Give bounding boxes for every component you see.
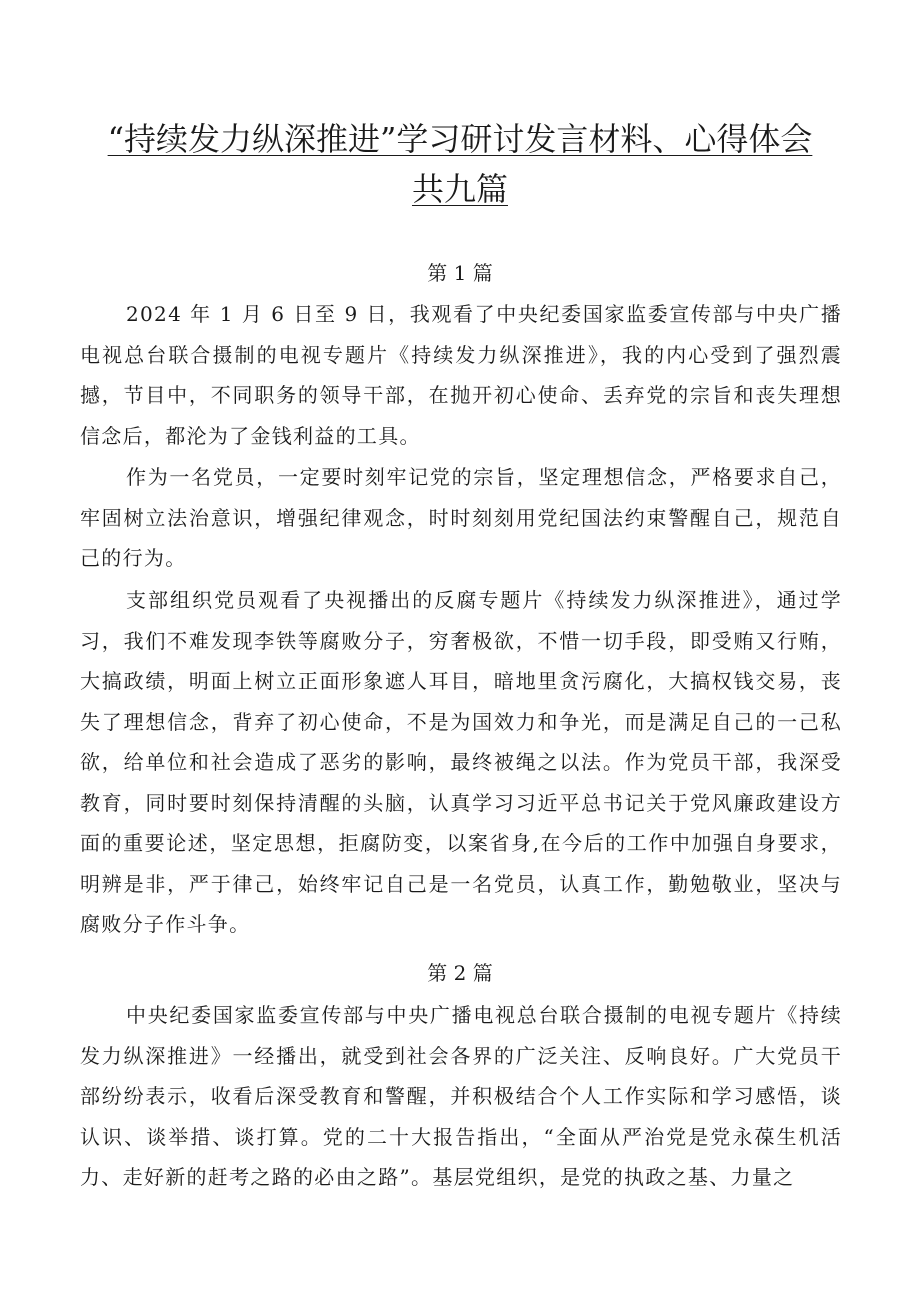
paragraph: 支部组织党员观看了央视播出的反腐专题片《持续发力纵深推进》，通过学习，我们不难发现李铁等腐败分子，穷奢极欲，不惜一切手段，即受贿又行贿，大搞政绩，明面上树立正面形象遮人耳目，暗地里贪污腐化，大搞权钱交易，丧失了理想信念，背弃了初心使命，不是为国效力和争光，而是满足自己的一己私欲，给单位和社会造成了恶劣的影响，最终被绳之以法。作为党员干部，我深受教育，同时要时刻保持清醒的头脑，认真学习习近平总书记关于党风廉政建设方面的重要论述，坚定思想，拒腐防变，以案省身,在今后的工作中加强自身要求，明辨是非，严于律己，始终牢记自己是一名党员，认真工作，勤勉敬业，坚决与腐败分子作斗争。 (80, 588, 842, 936)
section-heading-1: 第 1 篇 (427, 261, 493, 285)
paragraph: 中央纪委国家监委宣传部与中央广播电视总台联合摄制的电视专题片《持续发力纵深推进》一经播出，就受到社会各界的广泛关注、反响良好。广大党员干部纷纷表示，收看后深受教育和警醒，并积极结合个人工作实际和学习感悟，谈认识、谈举措、谈打算。党的二十大报告指出，“全面从严治党是党永葆生机活力、走好新的赶考之路的必由之路”。基层党组织，是党的执政之基、力量之 (80, 1003, 842, 1189)
document-title: “持续发力纵深推进”学习研讨发言材料、心得体会共九篇 (107, 120, 813, 208)
section-heading-2: 第 2 篇 (427, 961, 493, 985)
paragraph: 2024 年 1 月 6 日至 9 日，我观看了中央纪委国家监委宣传部与中央广播电视总台联合摄制的电视专题片《持续发力纵深推进》，我的内心受到了强烈震撼，节目中，不同职务的领导干部，在抛开初心使命、丢弃党的宗旨和丧失理想信念后，都沦为了金钱利益的工具。 (80, 302, 842, 448)
paragraph: 作为一名党员，一定要时刻牢记党的宗旨，坚定理想信念，严格要求自己，牢固树立法治意识，增强纪律观念，时时刻刻用党纪国法约束警醒自己，规范自己的行为。 (80, 465, 842, 570)
